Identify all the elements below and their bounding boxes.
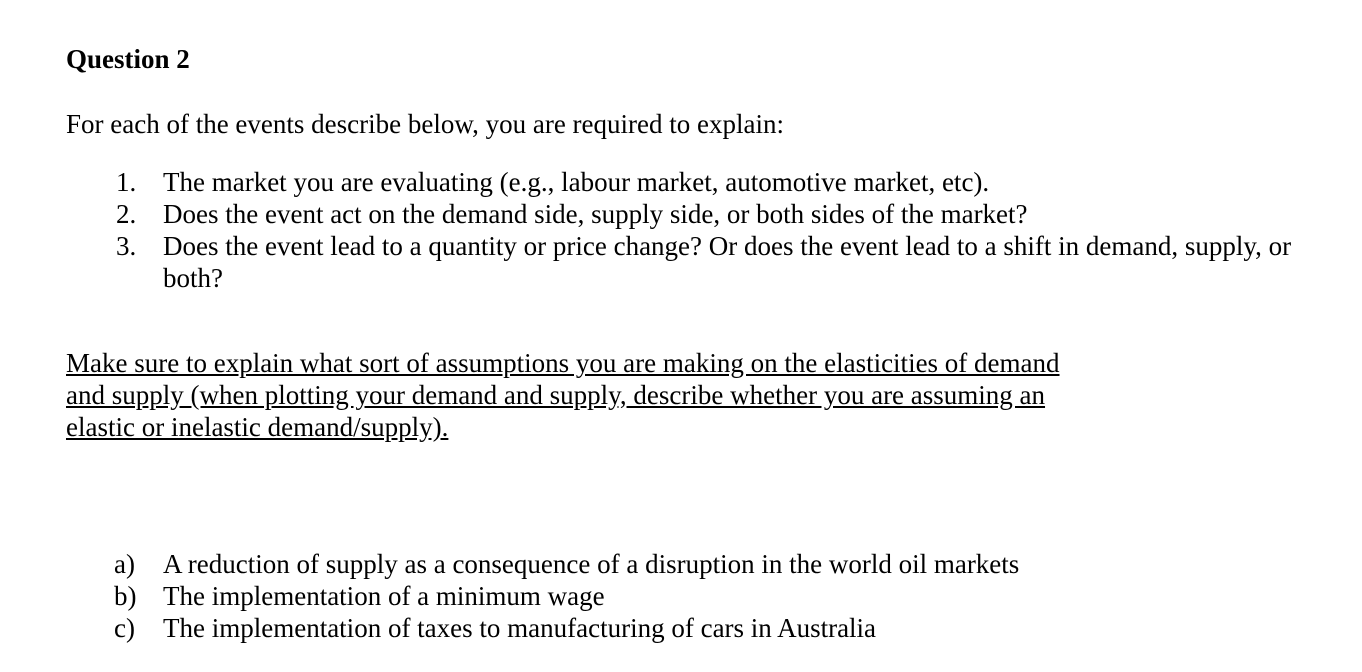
- list-item-text: The implementation of a minimum wage: [163, 581, 605, 611]
- list-item-text: A reduction of supply as a consequence of a disruption in the world oil markets: [163, 549, 1020, 579]
- list-item: [66, 580, 1326, 612]
- list-marker: a): [114, 549, 135, 579]
- list-item: [66, 230, 1326, 294]
- list-marker: 2.: [116, 199, 137, 229]
- list-item-text: The implementation of taxes to manufacturing of cars in Australia: [163, 613, 877, 643]
- list-marker: 3.: [116, 231, 137, 261]
- list-item-text: The market you are evaluating (e.g., labour market, automotive market, etc).: [163, 167, 990, 197]
- instructions-intro: For each of the events describe below, you are required to explain:: [66, 109, 784, 139]
- requirements-list: [66, 166, 1326, 294]
- note-line: elastic or inelastic demand/supply).: [66, 412, 449, 442]
- question-heading: Question 2: [66, 44, 190, 74]
- list-item-text: Does the event act on the demand side, supply side, or both sides of the market?: [163, 199, 1028, 229]
- list-marker: 1.: [116, 167, 137, 197]
- list-item: [66, 612, 1326, 644]
- list-item-text: Does the event lead to a quantity or price change? Or does the event lead to a shift in demand, supply, or both?: [163, 231, 1292, 293]
- document-page: [66, 0, 1356, 672]
- note-line: and supply (when plotting your demand and supply, describe whether you are assuming an: [66, 380, 1046, 410]
- note-line: Make sure to explain what sort of assumptions you are making on the elasticities of demand: [66, 348, 1060, 378]
- list-item: [66, 166, 1326, 198]
- list-item: [66, 548, 1326, 580]
- elasticity-note: [66, 347, 1266, 443]
- events-list: [66, 548, 1326, 644]
- list-marker: c): [114, 613, 135, 643]
- list-item: [66, 198, 1326, 230]
- list-marker: b): [114, 581, 137, 611]
